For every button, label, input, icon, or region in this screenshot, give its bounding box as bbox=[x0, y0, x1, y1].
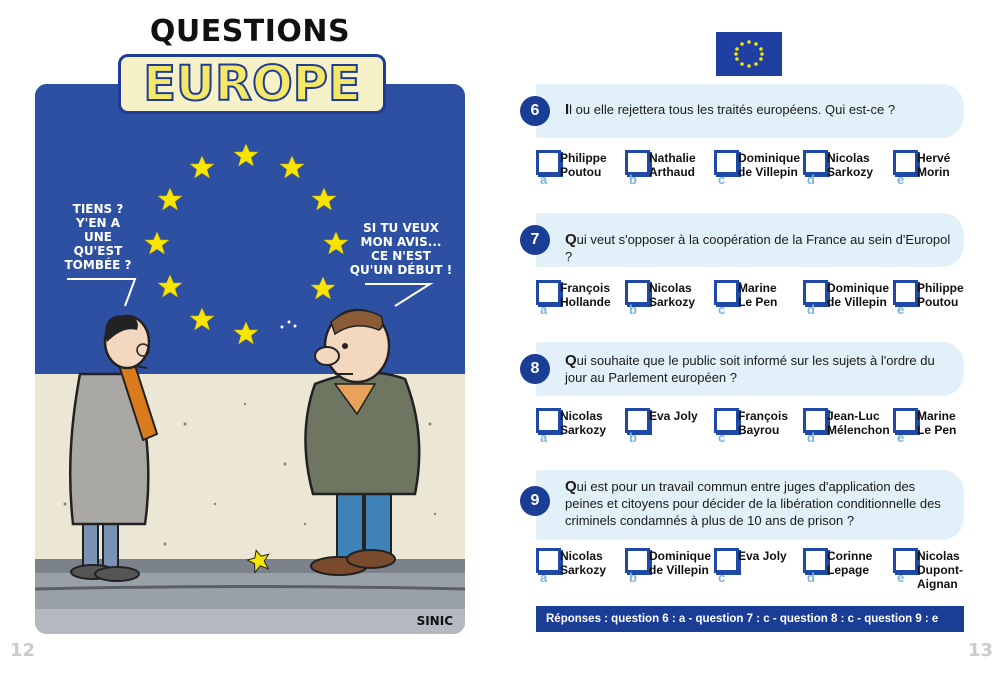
question-9-text: Qui est pour un travail commun entre juges d'application des peines et citoyens pour décider de la libération conditionnelle des criminels condamnés à plus de 10 ans de prison ? bbox=[565, 478, 941, 528]
page-number-left: 12 bbox=[10, 640, 36, 661]
eu-flag-icon bbox=[716, 32, 782, 76]
cartoon-credit: SINIC bbox=[416, 614, 453, 628]
question-7-text: Qui veut s'opposer à la coopération de la France au sein d'Europol ? bbox=[565, 231, 951, 264]
cartoon-illustration bbox=[35, 84, 465, 634]
page-number-right: 13 bbox=[968, 640, 994, 661]
cartoon-drawing bbox=[35, 84, 465, 634]
question-8-number: 8 bbox=[520, 354, 550, 384]
question-6-number: 6 bbox=[520, 96, 550, 126]
answers-bar: Réponses : question 6 : a - question 7 : c - question 8 : c - question 9 : e bbox=[536, 606, 964, 632]
question-6-text: Il ou elle rejettera tous les traités européens. Qui est-ce ? bbox=[565, 101, 896, 118]
question-8-text: Qui souhaite que le public soit informé sur les sujets à l'ordre du jour au Parlement européen ? bbox=[565, 352, 935, 385]
question-9-number: 9 bbox=[520, 486, 550, 516]
title-questions: QUESTIONS bbox=[149, 14, 351, 49]
speech-bubble-right: SI TU VEUX MON AVIS... CE N'EST QU'UN DÉBUT ! bbox=[349, 221, 453, 277]
question-7-number: 7 bbox=[520, 225, 550, 255]
title-europe: EUROPE bbox=[118, 54, 386, 114]
speech-bubble-left: TIENS ? Y'EN A UNE QU'EST TOMBÉE ? bbox=[64, 202, 132, 272]
